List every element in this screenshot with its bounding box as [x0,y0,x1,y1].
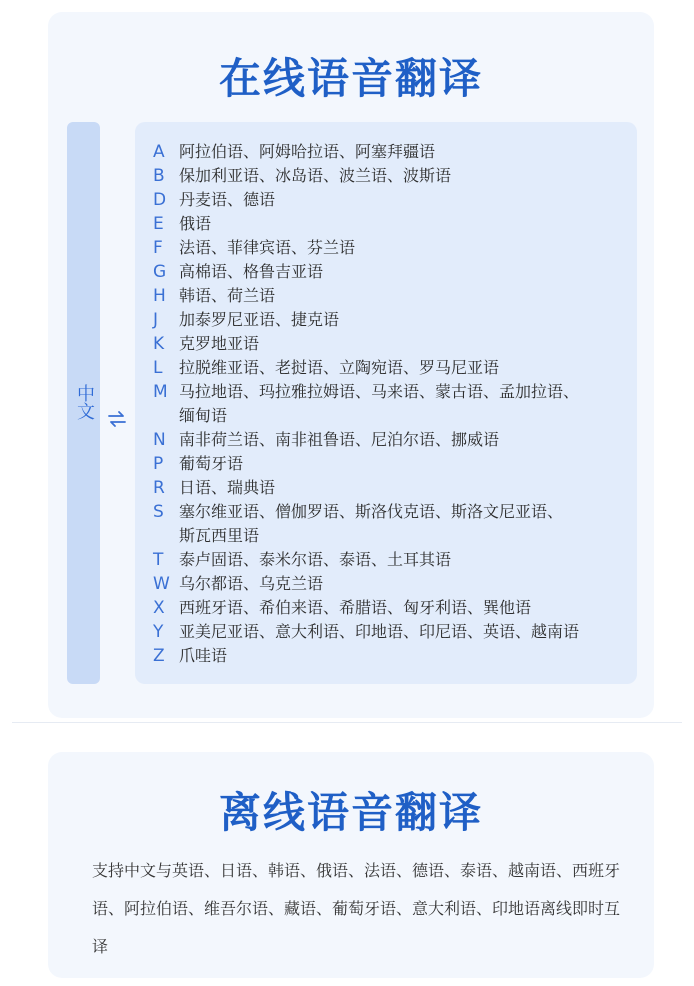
language-group-row [153,188,623,212]
language-group-names: 乌尔都语、乌克兰语 [179,574,324,593]
section-divider [12,722,682,723]
language-group-names: 塞尔维亚语、僧伽罗语、斯洛伐克语、斯洛文尼亚语、 斯瓦西里语 [179,502,564,545]
offline-translation-title: 离线语音翻译 [218,788,483,837]
language-group-names: 泰卢固语、泰米尔语、泰语、土耳其语 [179,550,452,569]
source-language-pill [67,122,100,684]
language-group-letter: G [153,262,167,282]
language-group-letter: F [153,238,163,258]
language-group-letter: J [153,310,159,330]
language-group-row [153,500,623,548]
language-group-row [153,428,623,452]
language-group-letter: H [153,286,166,306]
language-group-letter: M [153,382,168,402]
language-group-letter: X [153,598,165,618]
language-group-letter: B [153,166,165,186]
bidirectional-arrows-icon [106,410,128,428]
target-languages-panel [135,122,637,684]
language-group-letter: S [153,502,164,522]
language-group-names: 日语、瑞典语 [179,478,276,497]
language-group-letter: W [153,574,170,594]
language-group-row [153,284,623,308]
language-group-names: 阿拉伯语、阿姆哈拉语、阿塞拜疆语 [179,142,436,161]
language-group-letter: D [153,190,167,210]
language-group-letter: E [153,214,164,234]
language-group-letter: A [153,142,165,162]
language-group-row [153,620,623,644]
language-group-row [153,644,623,668]
language-group-letter: P [153,454,164,474]
language-group-row [153,308,623,332]
language-group-letter: Z [153,646,165,666]
language-group-row [153,236,623,260]
language-group-names: 拉脱维亚语、老挝语、立陶宛语、罗马尼亚语 [179,358,500,377]
language-group-row [153,332,623,356]
language-group-letter: Y [153,622,164,642]
language-group-letter: R [153,478,165,498]
language-group-names: 保加利亚语、冰岛语、波兰语、波斯语 [179,166,452,185]
language-group-names: 丹麦语、德语 [179,190,276,209]
language-group-names: 加泰罗尼亚语、捷克语 [179,310,340,329]
language-group-letter: K [153,334,165,354]
language-group-names: 法语、菲律宾语、芬兰语 [179,238,356,257]
online-translation-title: 在线语音翻译 [218,54,483,103]
language-group-names: 西班牙语、希伯来语、希腊语、匈牙利语、巽他语 [179,598,532,617]
language-group-letter: T [153,550,164,570]
target-language-list [153,140,623,668]
language-group-names: 克罗地亚语 [179,334,260,353]
offline-translation-card [48,752,654,978]
language-group-row [153,476,623,500]
language-group-row [153,140,623,164]
language-group-letter: N [153,430,166,450]
language-group-names: 亚美尼亚语、意大利语、印地语、印尼语、英语、越南语 [179,622,580,641]
language-group-row [153,572,623,596]
language-group-row [153,164,623,188]
language-group-row [153,380,623,428]
language-group-row [153,596,623,620]
language-group-names: 葡萄牙语 [179,454,244,473]
language-group-row [153,260,623,284]
source-language-label: 中文 [74,384,95,420]
online-translation-card [48,12,654,718]
language-group-names: 爪哇语 [179,646,228,665]
language-group-names: 马拉地语、玛拉雅拉姆语、马来语、蒙古语、孟加拉语、 缅甸语 [179,382,580,425]
offline-languages-description: 支持中文与英语、日语、韩语、俄语、法语、德语、泰语、越南语、西班牙语、阿拉伯语、维吾尔语、藏语、葡萄牙语、意大利语、印地语离线即时互译 [92,861,621,956]
language-group-names: 韩语、荷兰语 [179,286,276,305]
language-group-row [153,452,623,476]
language-group-row [153,356,623,380]
language-group-names: 高棉语、格鲁吉亚语 [179,262,324,281]
language-group-row [153,212,623,236]
language-group-letter: L [153,358,163,378]
language-group-row [153,548,623,572]
language-group-names: 俄语 [179,214,212,233]
language-group-names: 南非荷兰语、南非祖鲁语、尼泊尔语、挪威语 [179,430,500,449]
